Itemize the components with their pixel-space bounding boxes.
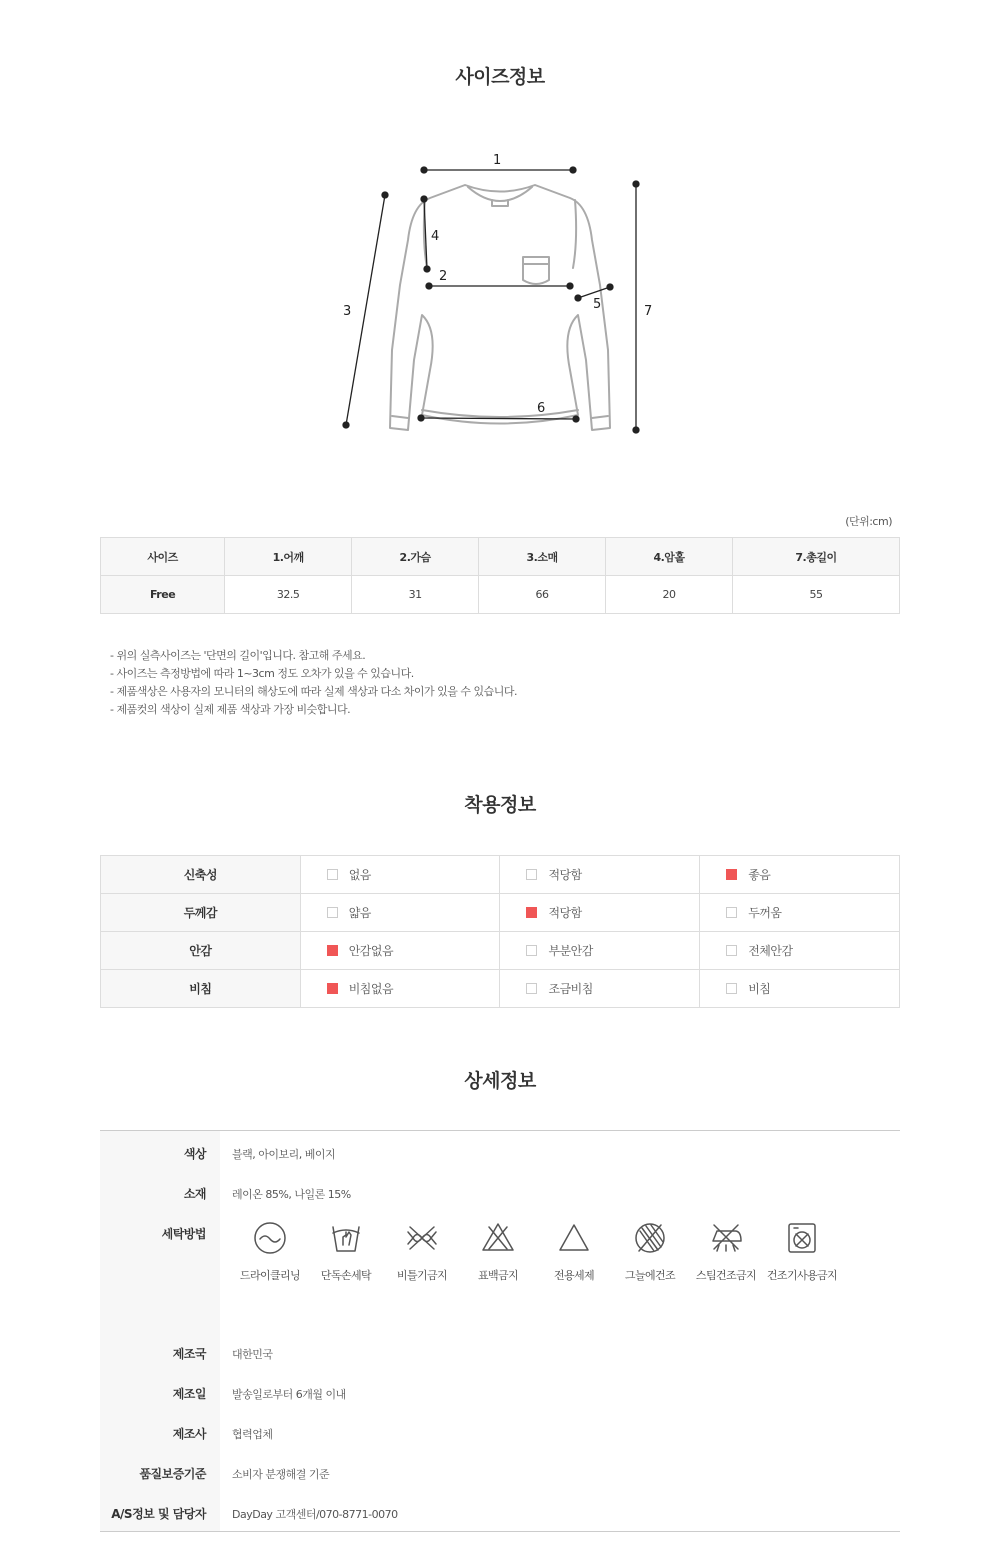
diagram-label-3: 3	[343, 304, 352, 319]
wear-label: 비침	[101, 970, 301, 1008]
diagram-label-2: 2	[439, 269, 448, 284]
size-table-row	[101, 576, 900, 614]
detail-label: 제조국	[100, 1331, 220, 1371]
unchecked-box-icon	[327, 907, 338, 918]
unchecked-box-icon	[327, 869, 338, 880]
wear-info-table	[100, 855, 900, 1008]
wear-info-title: 착용정보	[464, 794, 536, 816]
detail-row	[100, 1491, 900, 1531]
care-item	[384, 1219, 460, 1283]
detail-label: 세탁방법	[100, 1211, 220, 1331]
wear-option-label: 없음	[348, 868, 371, 882]
size-cell: 55	[732, 576, 899, 614]
neutral-detergent-icon	[555, 1219, 593, 1257]
checked-box-icon	[726, 869, 737, 880]
wear-option	[700, 856, 900, 894]
wear-option	[300, 856, 500, 894]
diagram-label-5: 5	[593, 297, 602, 312]
detail-value: 대한민국	[232, 1348, 273, 1361]
no-dryer-icon	[783, 1219, 821, 1257]
care-icon-list	[232, 1219, 900, 1283]
wear-option	[700, 894, 900, 932]
unchecked-box-icon	[726, 945, 737, 956]
wear-option	[300, 932, 500, 970]
size-cell: 32.5	[225, 576, 352, 614]
wear-option	[500, 970, 700, 1008]
wear-label: 신축성	[101, 856, 301, 894]
wear-option-label: 안감없음	[348, 944, 394, 958]
wear-option-label: 얇음	[348, 906, 371, 920]
care-item	[460, 1219, 536, 1283]
wear-option-label: 두꺼움	[748, 906, 782, 920]
care-item	[536, 1219, 612, 1283]
detail-label: 색상	[100, 1131, 220, 1171]
detail-info-title: 상세정보	[464, 1070, 536, 1092]
care-label: 표백금지	[477, 1269, 519, 1282]
size-table-header: 3.소매	[479, 538, 606, 576]
size-table-header: 7.총길이	[732, 538, 899, 576]
diagram-label-7: 7	[644, 304, 653, 319]
wear-option-label: 적당함	[548, 906, 582, 920]
wear-option	[700, 970, 900, 1008]
wear-option-label: 비침없음	[348, 982, 394, 996]
wear-option-label: 전체안감	[748, 944, 793, 958]
checked-box-icon	[327, 983, 338, 994]
wear-label: 안감	[101, 932, 301, 970]
hand-wash-icon	[327, 1219, 365, 1257]
size-table-header: 2.가슴	[352, 538, 479, 576]
wear-option	[300, 894, 500, 932]
detail-row	[100, 1331, 900, 1371]
wear-option	[300, 970, 500, 1008]
checked-box-icon	[327, 945, 338, 956]
care-label: 단독손세탁	[320, 1269, 372, 1282]
detail-value: DayDay 고객센터/070-8771-0070	[232, 1508, 398, 1521]
care-label: 건조기사용금지	[766, 1269, 838, 1282]
wear-option	[500, 894, 700, 932]
size-table-header: 4.암홀	[606, 538, 733, 576]
diagram-label-1: 1	[493, 153, 502, 168]
care-item	[308, 1219, 384, 1283]
detail-row	[100, 1371, 900, 1411]
care-label: 전용세제	[553, 1269, 595, 1282]
wear-row	[101, 894, 900, 932]
detail-row	[100, 1451, 900, 1491]
garment-size-diagram	[330, 140, 670, 450]
care-item	[232, 1219, 308, 1283]
detail-value: 레이온 85%, 나일론 15%	[232, 1188, 351, 1201]
size-note: - 제품색상은 사용자의 모니터의 해상도에 따라 실제 색상과 다소 차이가 있을 수 있습니다.	[110, 685, 517, 698]
detail-row-washing	[100, 1211, 900, 1331]
size-note: - 사이즈는 측정방법에 따라 1~3cm 정도 오차가 있을 수 있습니다.	[110, 667, 414, 680]
unchecked-box-icon	[526, 983, 537, 994]
size-table	[100, 537, 900, 614]
no-wring-icon	[403, 1219, 441, 1257]
wear-option-label: 부분안감	[548, 944, 593, 958]
wear-option-label: 좋음	[748, 868, 771, 882]
care-label: 그늘에건조	[624, 1269, 676, 1282]
detail-value: 협력업체	[232, 1428, 273, 1441]
wear-row	[101, 856, 900, 894]
detail-label: 제조사	[100, 1411, 220, 1451]
wear-row	[101, 970, 900, 1008]
care-label: 비틀기금지	[396, 1269, 448, 1282]
size-table-header: 1.어깨	[225, 538, 352, 576]
wear-label: 두께감	[101, 894, 301, 932]
care-item	[688, 1219, 764, 1283]
size-info-title: 사이즈정보	[455, 66, 545, 88]
detail-value: 블랙, 아이보리, 베이지	[232, 1148, 336, 1161]
checked-box-icon	[526, 907, 537, 918]
unchecked-box-icon	[526, 869, 537, 880]
care-item	[764, 1219, 840, 1283]
detail-value: 발송일로부터 6개월 이내	[232, 1388, 346, 1401]
detail-info-table	[100, 1130, 900, 1532]
wear-option	[500, 856, 700, 894]
detail-row-material	[100, 1171, 900, 1211]
shade-dry-icon	[631, 1219, 669, 1257]
no-steam-icon	[707, 1219, 745, 1257]
detail-value	[220, 1211, 900, 1331]
size-cell: Free	[101, 576, 225, 614]
detail-row	[100, 1411, 900, 1451]
wear-option-label: 적당함	[548, 868, 582, 882]
wear-option	[500, 932, 700, 970]
size-note: - 제품컷의 색상이 실제 제품 색상과 가장 비슷합니다.	[110, 703, 351, 716]
detail-label: 품질보증기준	[100, 1451, 220, 1491]
diagram-label-6: 6	[537, 401, 546, 416]
no-bleach-icon	[479, 1219, 517, 1257]
diagram-label-4: 4	[431, 229, 440, 244]
size-note: - 위의 실측사이즈는 '단면의 길이'입니다. 참고해 주세요.	[110, 649, 366, 662]
wear-option	[700, 932, 900, 970]
care-label: 드라이클리닝	[239, 1269, 301, 1282]
unit-label: (단위:cm)	[845, 515, 892, 528]
size-cell: 31	[352, 576, 479, 614]
detail-row-color	[100, 1131, 900, 1171]
unchecked-box-icon	[726, 907, 737, 918]
care-label: 스팀건조금지	[695, 1269, 757, 1282]
dry-clean-icon	[251, 1219, 289, 1257]
size-cell: 20	[606, 576, 733, 614]
wear-option-label: 비침	[748, 982, 771, 996]
wear-row	[101, 932, 900, 970]
care-item	[612, 1219, 688, 1283]
size-notes	[110, 647, 517, 719]
unchecked-box-icon	[526, 945, 537, 956]
detail-label: 소재	[100, 1171, 220, 1211]
detail-label: 제조일	[100, 1371, 220, 1411]
size-table-header: 사이즈	[101, 538, 225, 576]
unchecked-box-icon	[726, 983, 737, 994]
size-table-header-row	[101, 538, 900, 576]
detail-value: 소비자 분쟁해결 기준	[232, 1468, 330, 1481]
detail-label: A/S정보 및 담당자	[100, 1491, 220, 1531]
size-cell: 66	[479, 576, 606, 614]
wear-option-label: 조금비침	[548, 982, 593, 996]
